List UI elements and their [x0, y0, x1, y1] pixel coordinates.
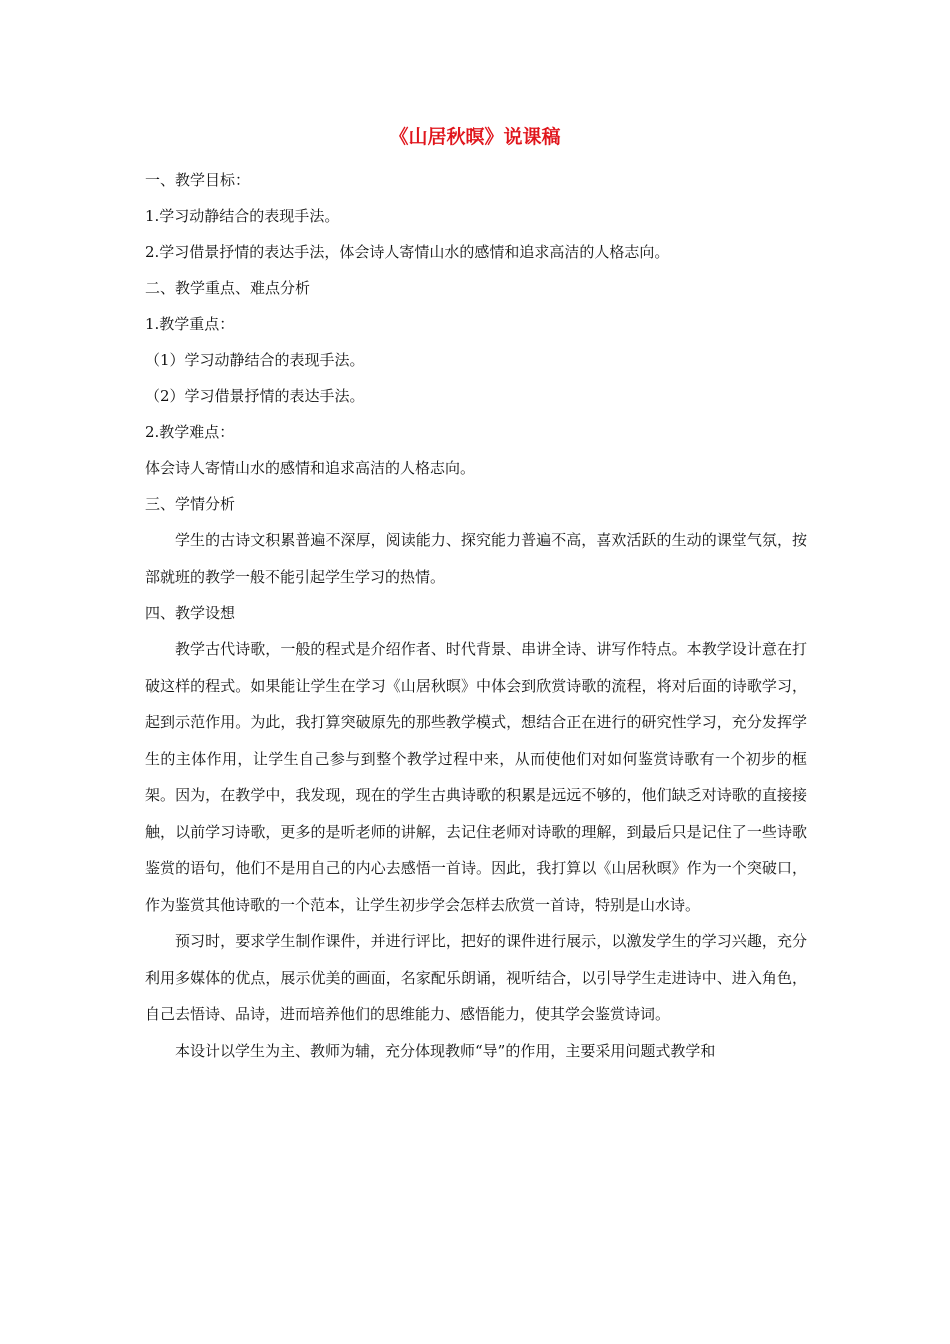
section-heading-student-analysis: 三、学情分析: [145, 495, 236, 513]
section-heading-key-points: 二、教学重点、难点分析: [145, 279, 311, 297]
section-heading-objectives: 一、教学目标：: [145, 171, 251, 189]
document-body: [145, 162, 807, 1069]
student-analysis-paragraph: 学生的古诗文积累普遍不深厚，阅读能力、探究能力普遍不高，喜欢活跃的生动的课堂气氛，按部就班的教学一般不能引起学生学习的热情。: [145, 531, 807, 586]
objective-item: 2.学习借景抒情的表达手法，体会诗人寄情山水的感情和追求高洁的人格志向。: [145, 243, 670, 261]
subheading-key-points: 1.教学重点：: [145, 315, 235, 333]
key-point-item: （1）学习动静结合的表现手法。: [145, 351, 365, 369]
difficulty-text: 体会诗人寄情山水的感情和追求高洁的人格志向。: [145, 459, 476, 477]
section-heading-teaching-design: 四、教学设想: [145, 604, 236, 622]
document-title: 《山居秋暝》说课稿: [389, 126, 561, 148]
subheading-difficulties: 2.教学难点：: [145, 423, 235, 441]
teaching-design-paragraph: 本设计以学生为主、教师为辅，充分体现教师“导”的作用，主要采用问题式教学和: [175, 1041, 716, 1060]
teaching-design-paragraph: 教学古代诗歌，一般的程式是介绍作者、时代背景、串讲全诗、讲写作特点。本教学设计意在打破这样的程式。如果能让学生在学习《山居秋暝》中体会到欣赏诗歌的流程，将对后面的诗歌学习，起到示范作用。为此，我打算突破原先的那些教学模式，想结合正在进行的研究性学习，充分发挥学生的主体作用，让学生自己参与到整个教学过程中来，从而使他们对如何鉴赏诗歌有一个初步的框架。因为，在教学中，我发现，现在的学生古典诗歌的积累是远远不够的，他们缺乏对诗歌的直接接触，以前学习诗歌，更多的是听老师的讲解，去记住老师对诗歌的理解，到最后只是记住了一些诗歌鉴赏的语句，他们不是用自己的内心去感悟一首诗。因此，我打算以《山居秋暝》作为一个突破口，作为鉴赏其他诗歌的一个范本，让学生初步学会怎样去欣赏一首诗，特别是山水诗。: [145, 640, 807, 914]
key-point-item: （2）学习借景抒情的表达手法。: [145, 387, 365, 405]
objective-item: 1.学习动静结合的表现手法。: [145, 207, 340, 225]
teaching-design-paragraph: 预习时，要求学生制作课件，并进行评比，把好的课件进行展示，以激发学生的学习兴趣，充分利用多媒体的优点，展示优美的画面，名家配乐朗诵，视听结合，以引导学生走进诗中、进入角色，自己去悟诗、品诗，进而培养他们的思维能力、感悟能力，使其学会鉴赏诗词。: [145, 932, 807, 1023]
